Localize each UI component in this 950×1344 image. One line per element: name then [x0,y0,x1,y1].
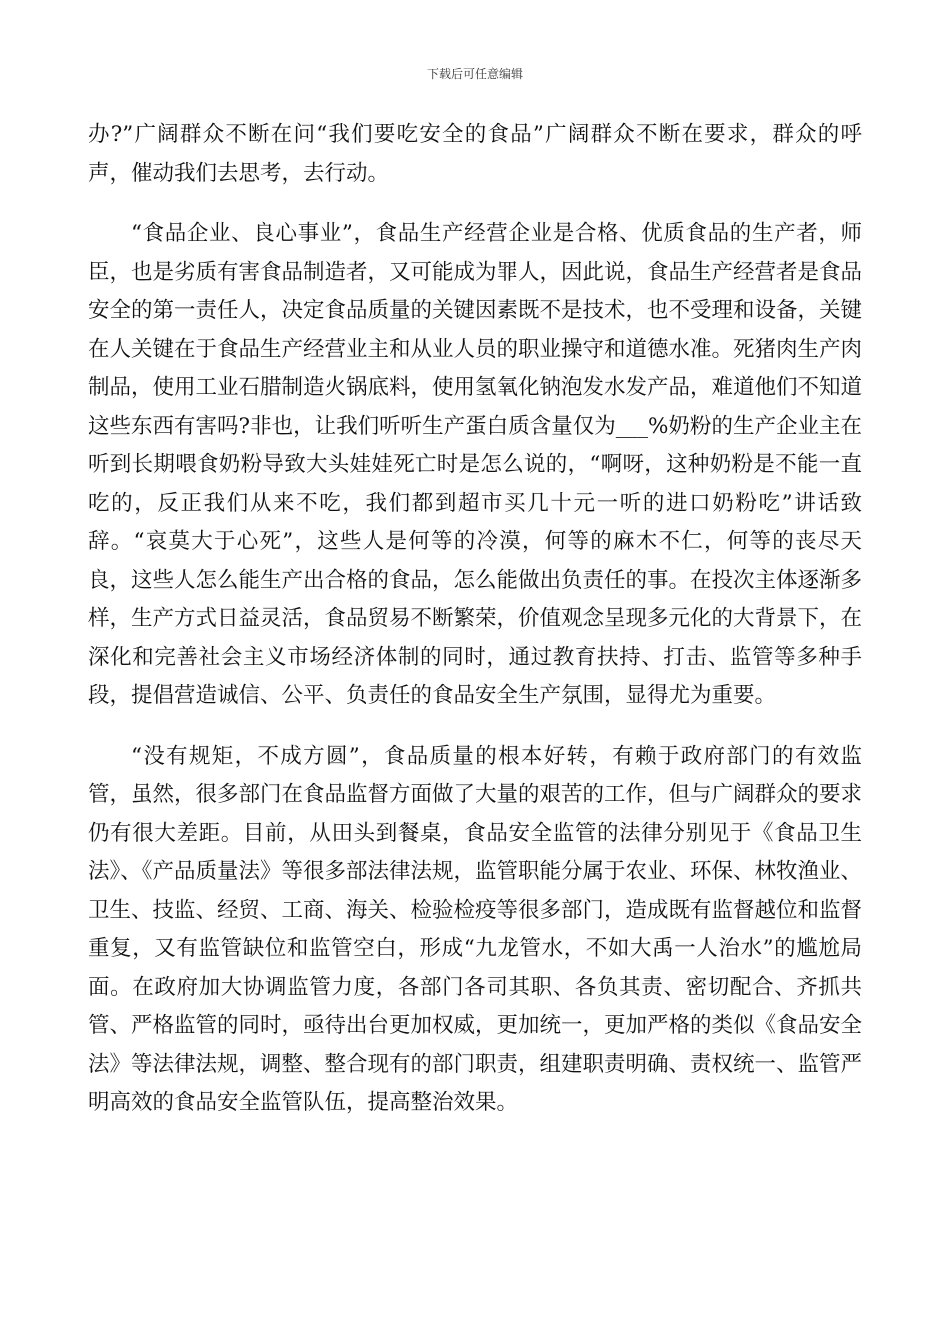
paragraph-3: “没有规矩，不成方圆”，食品质量的根本好转，有赖于政府部门的有效监管，虽然，很多部门在食品监督方面做了大量的艰苦的工作，但与广阔群众的要求仍有很大差距。目前，从田头到餐桌，食品安全监管的法律分别见于《食品卫生法》、《产品质量法》等很多部法律法规，监管职能分属于农业、环保、林牧渔业、卫生、技监、经贸、工商、海关、检验检疫等很多部门，造成既有监督越位和监督重复，又有监管缺位和监管空白，形成“九龙管水，不如大禹一人治水”的尴尬局面。在政府加大协调监管力度，各部门各司其职、各负其责、密切配合、齐抓共管、严格监管的同时，亟待出台更加权威，更加统一，更加严格的类似《食品安全法》等法律法规，调整、整合现有的部门职责，组建职责明确、责权统一、监管严明高效的食品安全监管队伍，提高整治效果。 [88,743,863,1115]
paragraph-1: 办?”广阔群众不断在问“我们要吃安全的食品”广阔群众不断在要求，群众的呼声，催动我们去思考，去行动。 [88,122,862,186]
paragraph-gap [88,716,862,738]
document-body [88,116,862,1123]
paragraph-gap [88,193,862,215]
paragraph-2: “食品企业、良心事业”，食品生产经营企业是合格、优质食品的生产者，师臣，也是劣质有害食品制造者，又可能成为罪人，因此说，食品生产经营者是食品安全的第一责任人，决定食品质量的关键因素既不是技术，也不受理和设备，关键在人关键在于食品生产经营业主和从业人员的职业操守和道德水准。死猪肉生产肉制品，使用工业石腊制造火锅底料，使用氢氧化钠泡发水发产品，难道他们不知道这些东西有害吗?非也，让我们听听生产蛋白质含量仅为___%奶粉的生产企业主在听到长期喂食奶粉导致大头娃娃死亡时是怎么说的，“啊呀，这种奶粉是不能一直吃的，反正我们从来不吃，我们都到超市买几十元一听的进口奶粉吃”讲话致辞。“哀莫大于心死”，这些人是何等的冷漠，何等的麻木不仁，何等的丧尽天良，这些人怎么能生产出合格的食品，怎么能做出负责任的事。在投次主体逐渐多样，生产方式日益灵活，食品贸易不断繁荣，价值观念呈现多元化的大背景下，在深化和完善社会主义市场经济体制的同时，通过教育扶持、打击、监管等多种手段，提倡营造诚信、公平、负责任的食品安全生产氛围，显得尤为重要。 [88,221,863,708]
page-header: 下载后可任意编辑 [426,67,523,81]
